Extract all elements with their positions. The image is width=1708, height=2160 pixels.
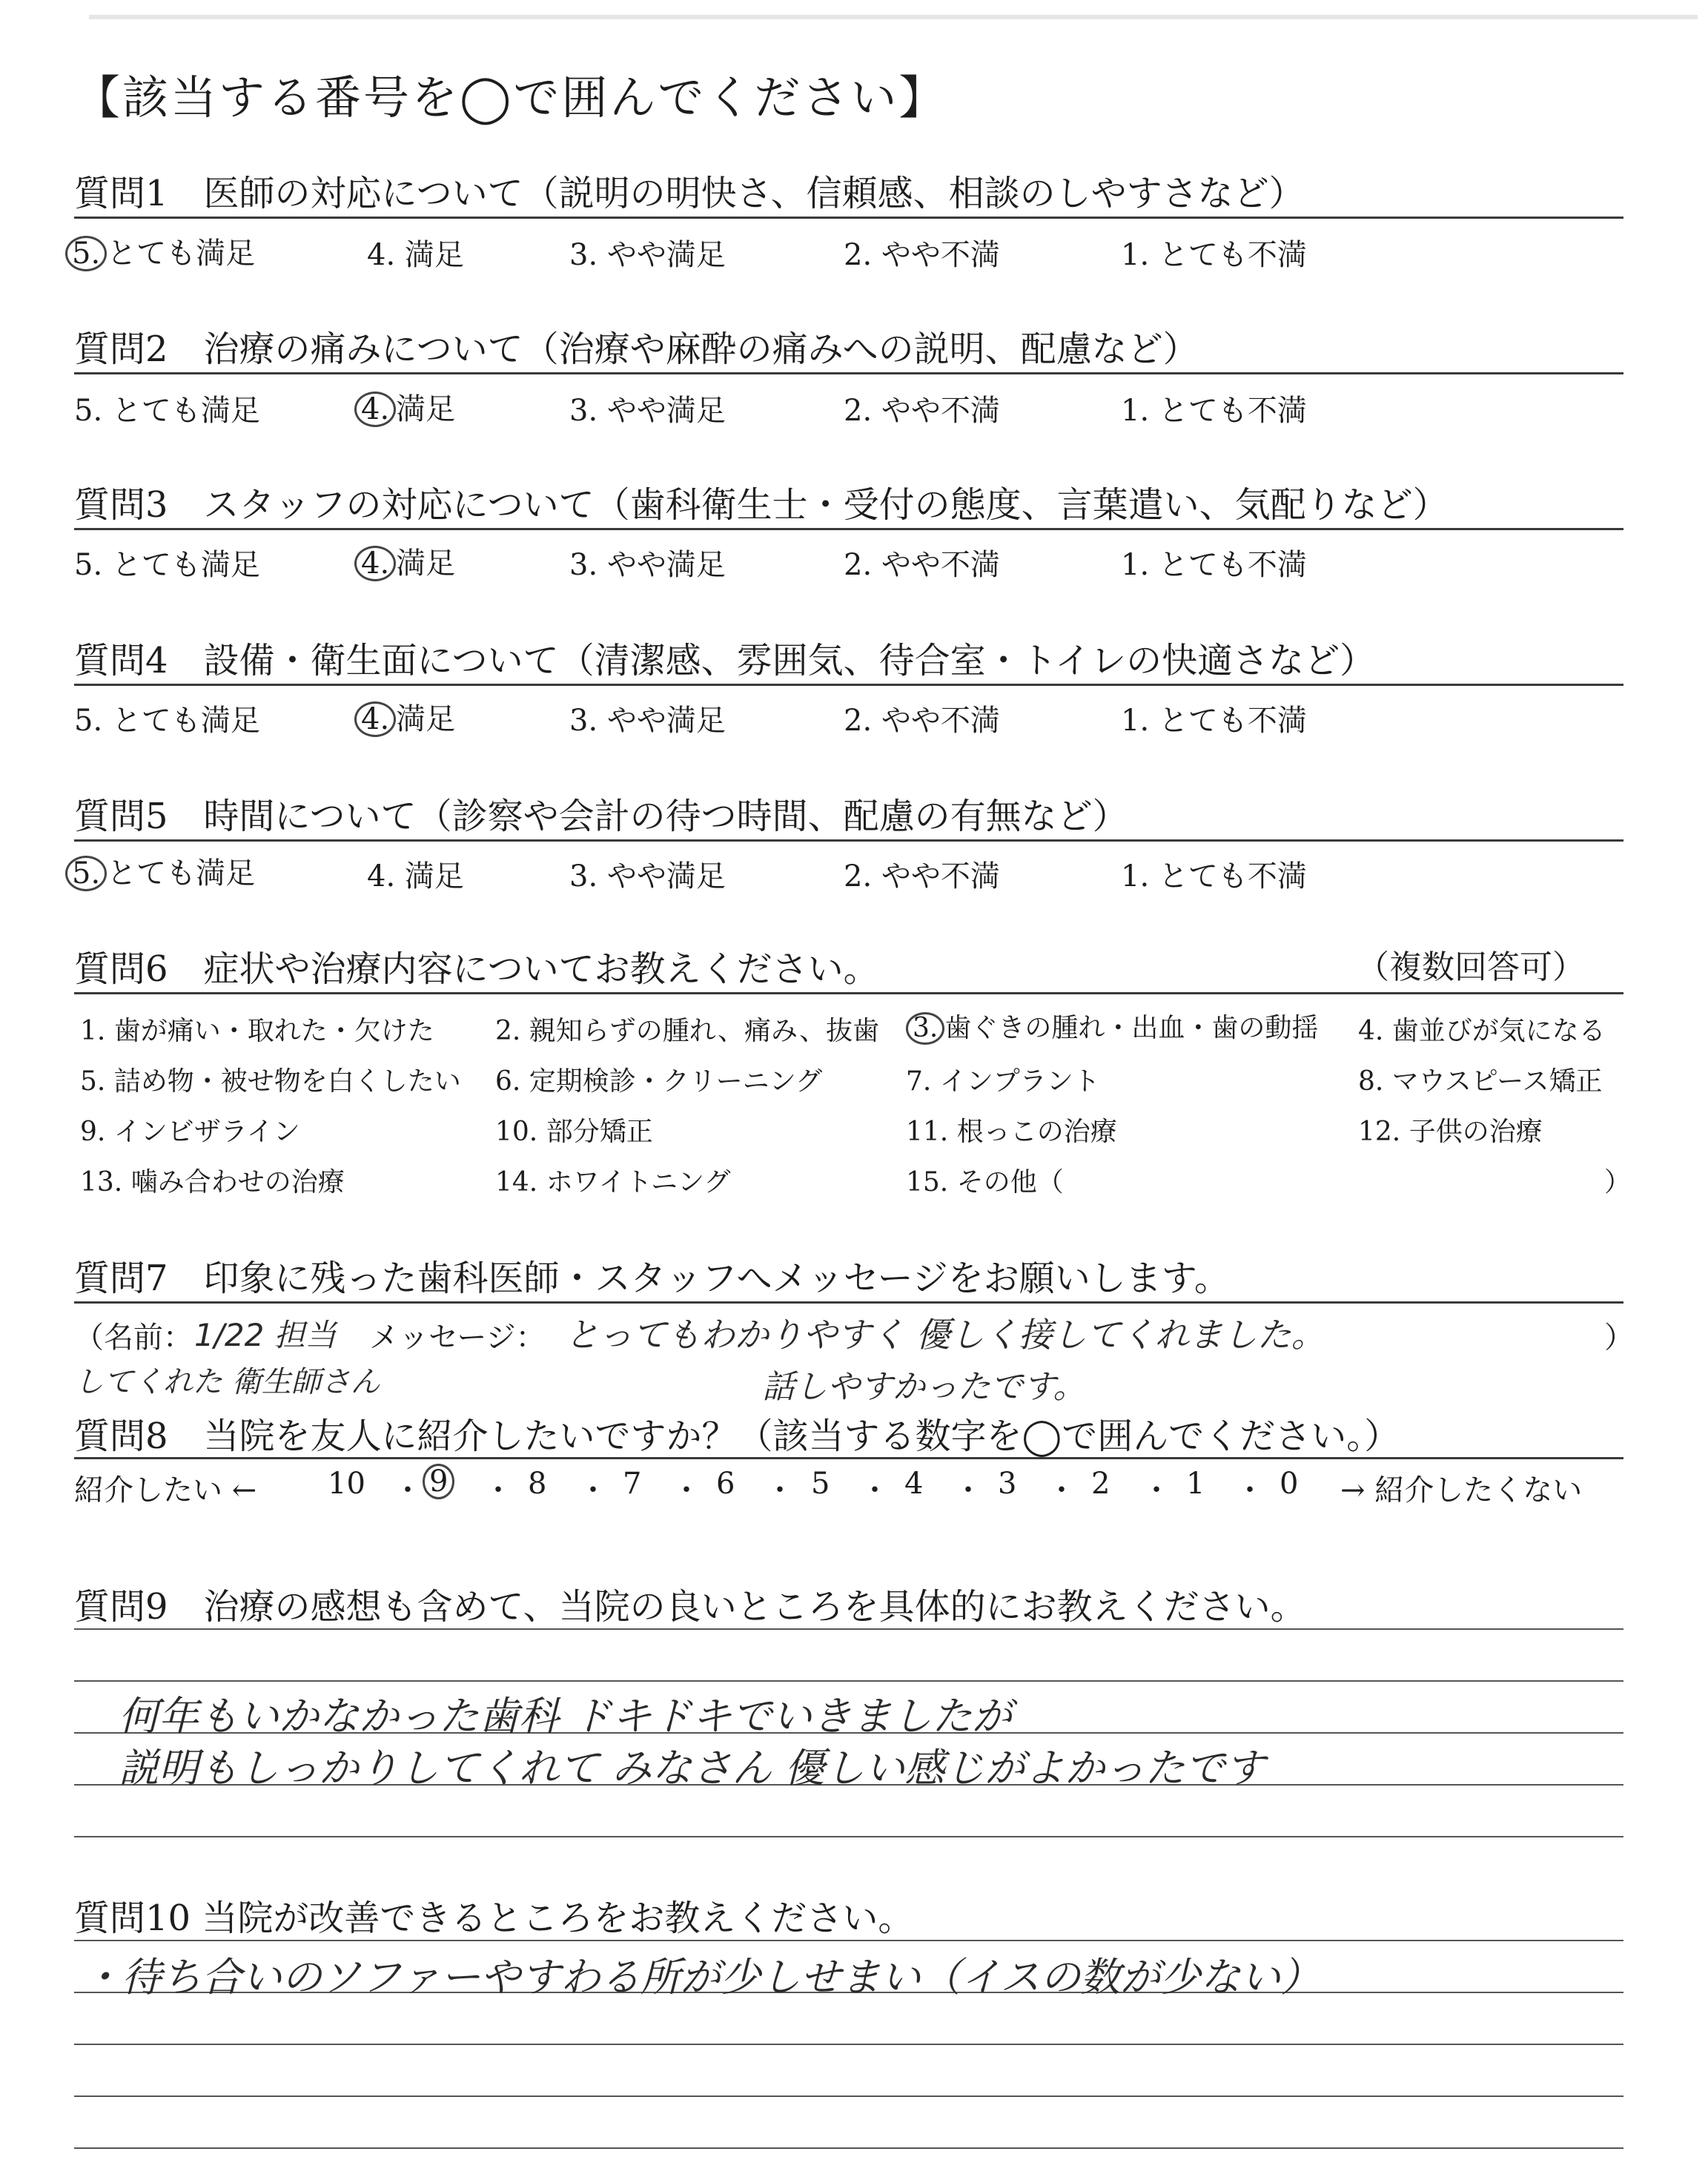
q6-item-13[interactable]: 13. 噛み合わせの治療 bbox=[80, 1167, 345, 1198]
q8-heading: 質問8 当院を友人に紹介したいですか？（該当する数字を◯で囲んでください。） bbox=[74, 1416, 1400, 1457]
q2-option-1[interactable]: 1. とても不満 bbox=[1121, 394, 1307, 428]
q9-line bbox=[74, 1836, 1623, 1837]
q8-dot: ・ bbox=[860, 1473, 890, 1507]
q5-option-2[interactable]: 2. やや不満 bbox=[844, 859, 1000, 894]
q3-option-5[interactable]: 5. とても満足 bbox=[74, 548, 260, 582]
q7-rule bbox=[74, 1301, 1623, 1304]
scan-edge-line bbox=[89, 15, 1698, 19]
q6-item-14[interactable]: 14. ホワイトニング bbox=[495, 1167, 731, 1198]
q1-rule bbox=[74, 217, 1623, 219]
selected-circle: 4. bbox=[354, 546, 396, 581]
q8-num-0[interactable]: 0 bbox=[1280, 1467, 1299, 1501]
q7-handwritten-name-2: してくれた 衛生師さん bbox=[74, 1365, 380, 1399]
q8-dot: ・ bbox=[765, 1473, 795, 1507]
q6-item-10[interactable]: 10. 部分矯正 bbox=[495, 1117, 653, 1147]
q8-num-2[interactable]: 2 bbox=[1091, 1467, 1110, 1501]
q9-line bbox=[74, 1628, 1623, 1630]
q3-option-3[interactable]: 3. やや満足 bbox=[569, 548, 726, 582]
q4-heading: 質問4 設備・衛生面について（清潔感、雰囲気、待合室・トイレの快適さなど） bbox=[74, 640, 1376, 681]
q3-option-4[interactable]: 4. 満足 bbox=[354, 540, 455, 582]
q8-num-3[interactable]: 3 bbox=[998, 1467, 1017, 1501]
q1-option-4[interactable]: 4. 満足 bbox=[367, 238, 464, 272]
q4-option-4[interactable]: 4. 満足 bbox=[354, 696, 455, 738]
selected-circle: 3. bbox=[906, 1012, 944, 1045]
q6-item-4[interactable]: 4. 歯並びが気になる bbox=[1358, 1016, 1606, 1046]
q10-handwritten-line-1: ・待ち合いのソファーやすわる所が少しせまい（イスの数が少ない） bbox=[82, 1954, 1321, 2001]
q6-item-5[interactable]: 5. 詰め物・被せ物を白くしたい bbox=[80, 1066, 461, 1097]
q8-scale bbox=[74, 1464, 1623, 1511]
q8-num-4[interactable]: 4 bbox=[904, 1467, 924, 1501]
q8-left-label: 紹介したい ← bbox=[74, 1473, 257, 1507]
q8-num-7[interactable]: 7 bbox=[623, 1467, 642, 1501]
q8-rule bbox=[74, 1457, 1623, 1459]
q8-dot: ・ bbox=[953, 1473, 983, 1507]
q10-line bbox=[74, 2044, 1623, 2045]
q6-item-15[interactable]: 15. その他（ bbox=[906, 1167, 1064, 1198]
q8-dot: ・ bbox=[1235, 1473, 1265, 1507]
q8-dot: ・ bbox=[1047, 1473, 1076, 1507]
q6-item-12[interactable]: 12. 子供の治療 bbox=[1358, 1117, 1543, 1147]
q8-num-8[interactable]: 8 bbox=[528, 1467, 547, 1501]
page-title: 【該当する番号を◯で囲んでください】 bbox=[74, 70, 947, 125]
q2-option-2[interactable]: 2. やや不満 bbox=[844, 394, 1000, 428]
q6-item-3[interactable]: 3. 歯ぐきの腫れ・出血・歯の動揺 bbox=[906, 1007, 1318, 1045]
q1-heading: 質問1 医師の対応について（説明の明快さ、信頼感、相談のしやすさなど） bbox=[74, 173, 1305, 214]
q6-item-8[interactable]: 8. マウスピース矯正 bbox=[1358, 1066, 1603, 1097]
q10-heading: 質問10 当院が改善できるところをお教えください。 bbox=[74, 1898, 914, 1939]
q10-line bbox=[74, 2147, 1623, 2149]
q8-dot: ・ bbox=[393, 1473, 423, 1507]
q6-item-6[interactable]: 6. 定期検診・クリーニング bbox=[495, 1066, 823, 1097]
q8-dot: ・ bbox=[1142, 1473, 1171, 1507]
q9-handwritten-line-2: 説明もしっかりしてくれて みなさん 優しい感じがよかったです bbox=[119, 1745, 1265, 1791]
q7-name-label: （名前： bbox=[74, 1321, 193, 1355]
q2-option-3[interactable]: 3. やや満足 bbox=[569, 394, 726, 428]
q8-num-6[interactable]: 6 bbox=[716, 1467, 735, 1501]
q7-close-paren: ） bbox=[1604, 1321, 1634, 1355]
q4-option-3[interactable]: 3. やや満足 bbox=[569, 704, 726, 738]
selected-circle: 5. bbox=[65, 236, 107, 271]
q1-option-5[interactable]: 5. とても満足 bbox=[65, 230, 255, 272]
q5-option-1[interactable]: 1. とても不満 bbox=[1121, 859, 1307, 894]
q7-handwritten-message-1: とってもわかりやすく 優しく接してくれました。 bbox=[565, 1315, 1325, 1355]
q3-option-2[interactable]: 2. やや不満 bbox=[844, 548, 1000, 582]
q7-message-label: メッセージ： bbox=[369, 1321, 546, 1355]
q4-option-1[interactable]: 1. とても不満 bbox=[1121, 704, 1307, 738]
q10-line bbox=[74, 1940, 1623, 1941]
q9-line bbox=[74, 1680, 1623, 1682]
q7-heading: 質問7 印象に残った歯科医師・スタッフへメッセージをお願いします。 bbox=[74, 1258, 1230, 1299]
q8-dot: ・ bbox=[578, 1473, 608, 1507]
q6-item-7[interactable]: 7. インプラント bbox=[906, 1066, 1100, 1097]
selected-circle: 4. bbox=[354, 392, 396, 427]
q10-line bbox=[74, 2095, 1623, 2097]
q7-handwritten-name-1: 1/22 担当 bbox=[194, 1317, 337, 1353]
q4-rule bbox=[74, 684, 1623, 686]
q6-item-11[interactable]: 11. 根っこの治療 bbox=[906, 1117, 1117, 1147]
q8-num-9-selected[interactable]: 9 bbox=[423, 1464, 454, 1499]
q6-item-1[interactable]: 1. 歯が痛い・取れた・欠けた bbox=[80, 1016, 434, 1046]
q6-heading: 質問6 症状や治療内容についてお教えください。 bbox=[74, 948, 879, 990]
q8-num-5[interactable]: 5 bbox=[811, 1467, 830, 1501]
q1-option-3[interactable]: 3. やや満足 bbox=[569, 238, 726, 272]
q3-rule bbox=[74, 528, 1623, 530]
q6-item-9[interactable]: 9. インビザライン bbox=[80, 1117, 300, 1147]
q5-option-4[interactable]: 4. 満足 bbox=[367, 859, 464, 894]
q1-option-2[interactable]: 2. やや不満 bbox=[844, 238, 1000, 272]
q8-dot: ・ bbox=[483, 1473, 513, 1507]
q2-option-4[interactable]: 4. 満足 bbox=[354, 386, 455, 428]
q6-item-2[interactable]: 2. 親知らずの腫れ、痛み、抜歯 bbox=[495, 1016, 880, 1046]
q5-option-3[interactable]: 3. やや満足 bbox=[569, 859, 726, 894]
selected-circle: 4. bbox=[354, 701, 396, 737]
q5-rule bbox=[74, 839, 1623, 842]
q6-item-15-close: ） bbox=[1604, 1167, 1632, 1198]
q3-heading: 質問3 スタッフの対応について（歯科衛生士・受付の態度、言葉遣い、気配りなど） bbox=[74, 484, 1449, 526]
q6-note: （複数回答可） bbox=[1357, 948, 1585, 986]
q5-option-5[interactable]: 5. とても満足 bbox=[65, 850, 255, 892]
q2-rule bbox=[74, 372, 1623, 374]
selected-circle: 5. bbox=[65, 856, 107, 891]
q8-num-10[interactable]: 10 bbox=[328, 1467, 365, 1501]
q9-handwritten-line-1: 何年もいかなかった歯科 ドキドキでいきましたが bbox=[119, 1693, 1013, 1740]
q5-heading: 質問5 時間について（診察や会計の待つ時間、配慮の有無など） bbox=[74, 796, 1128, 837]
q9-heading: 質問9 治療の感想も含めて、当院の良いところを具体的にお教えください。 bbox=[74, 1586, 1306, 1628]
q7-handwritten-message-2: 話しやすかったです。 bbox=[762, 1368, 1086, 1406]
q4-option-5[interactable]: 5. とても満足 bbox=[74, 704, 260, 738]
q1-option-1[interactable]: 1. とても不満 bbox=[1121, 238, 1307, 272]
q8-num-1[interactable]: 1 bbox=[1186, 1467, 1205, 1501]
q8-dot: ・ bbox=[672, 1473, 701, 1507]
q2-heading: 質問2 治療の痛みについて（治療や麻酔の痛みへの説明、配慮など） bbox=[74, 328, 1199, 370]
q3-option-1[interactable]: 1. とても不満 bbox=[1121, 548, 1307, 582]
q8-right-label: → 紹介したくない bbox=[1340, 1473, 1583, 1507]
q2-option-5[interactable]: 5. とても満足 bbox=[74, 394, 260, 428]
q4-option-2[interactable]: 2. やや不満 bbox=[844, 704, 1000, 738]
q6-rule bbox=[74, 992, 1623, 994]
